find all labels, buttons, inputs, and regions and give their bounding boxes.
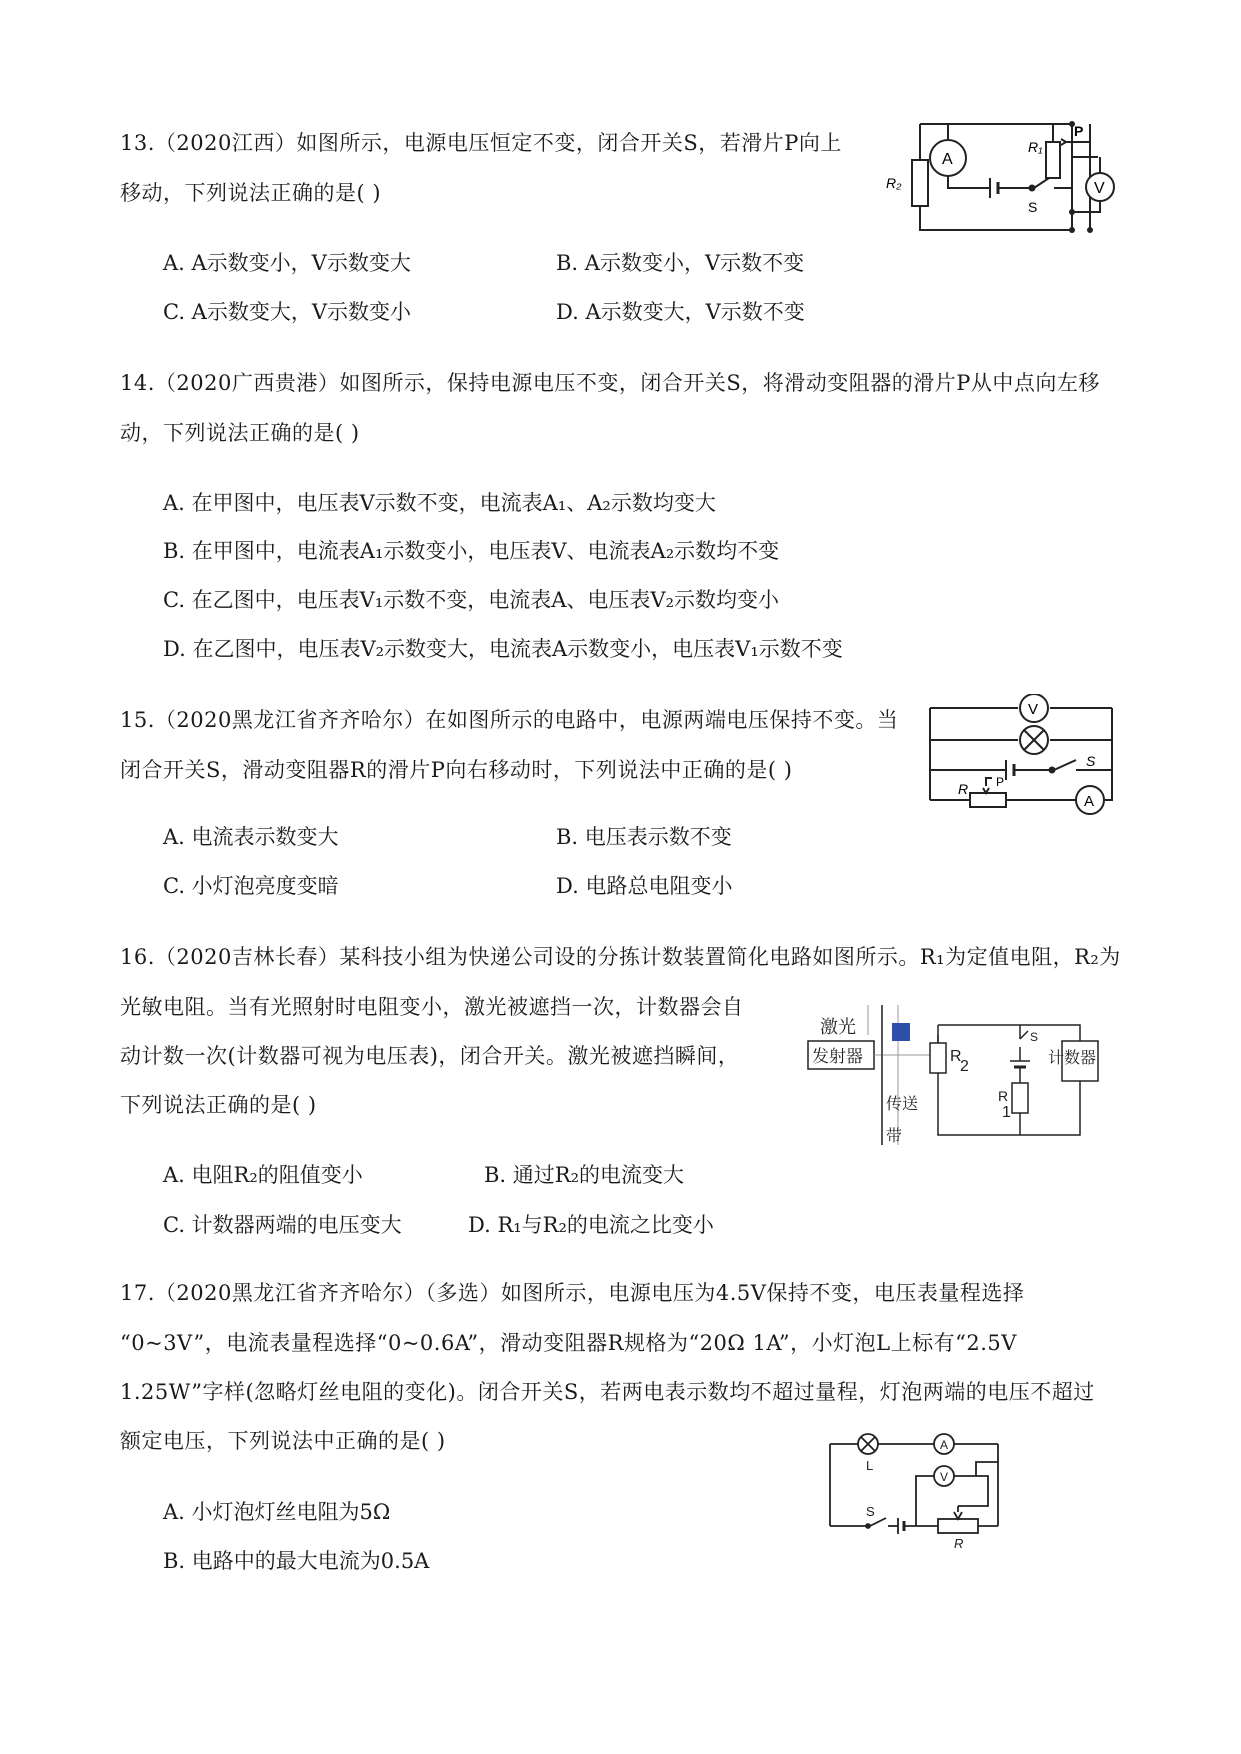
lamp-l-label: L (866, 1458, 874, 1473)
q15-line2: 闭合开关S，滑动变阻器R的滑片P向右移动时，下列说法中正确的是( ) (120, 758, 793, 782)
switch-s-label: S (1028, 199, 1038, 215)
q16-line2: 光敏电阻。当有光照射时电阻变小，激光被遮挡一次，计数器会自 (120, 995, 744, 1019)
q17-line3: 1.25W”字样(忽略灯丝电阻的变化)。闭合开关S，若两电表示数均不超过量程，灯泡两端的电压不超过 (120, 1380, 1095, 1404)
r2-subscript: 2 (960, 1058, 969, 1075)
q17-line4: 额定电压，下列说法中正确的是( ) (120, 1429, 446, 1453)
q17-circuit-figure (826, 1428, 1016, 1548)
voltmeter-icon: V (940, 1470, 949, 1484)
switch-s-label: S (1086, 753, 1096, 769)
q14-line1: 14.（2020广西贵港）如图所示，保持电源电压不变，闭合开关S，将滑动变阻器的滑片P从中点向左移 (120, 371, 1100, 395)
q16-line4: 下列说法正确的是( ) (120, 1093, 317, 1117)
q16-option-d[interactable]: D. R₁与R₂的电流之比变小 (468, 1213, 714, 1237)
q14-option-c[interactable]: C. 在乙图中，电压表V₁示数不变，电流表A、电压表V₂示数均变小 (163, 588, 780, 612)
q15-circuit-figure (926, 694, 1122, 818)
q16-option-c[interactable]: C. 计数器两端的电压变大 (163, 1213, 402, 1237)
r2-label: R (950, 1048, 962, 1065)
r1-label: R₁ (1028, 139, 1043, 155)
r2-label: R₂ (886, 175, 902, 191)
q15-option-c[interactable]: C. 小灯泡亮度变暗 (163, 874, 339, 898)
r-label: R (958, 781, 969, 797)
q13-option-c[interactable]: C. A示数变大，V示数变小 (163, 300, 412, 324)
q16-circuit-figure (800, 1005, 1110, 1155)
voltmeter-icon: V (1028, 701, 1039, 718)
belt-label-2: 带 (886, 1128, 903, 1145)
q16-option-b[interactable]: B. 通过R₂的电流变大 (484, 1163, 685, 1187)
slider-p-label: P (1074, 123, 1084, 139)
q17-line2: “0~3V”，电流表量程选择“0~0.6A”，滑动变阻器R规格为“20Ω 1A”，小灯泡L上标有“2.5V (120, 1331, 1017, 1355)
counter-label: 计数器 (1048, 1050, 1097, 1067)
q14-option-a[interactable]: A. 在甲图中，电压表V示数不变，电流表A₁、A₂示数均变大 (163, 491, 716, 515)
q15-option-b[interactable]: B. 电压表示数不变 (556, 825, 732, 849)
ammeter-icon: A (940, 1438, 949, 1452)
q13-option-b[interactable]: B. A示数变小，V示数不变 (556, 251, 805, 275)
q15-option-a[interactable]: A. 电流表示数变大 (163, 825, 339, 849)
q13-line1: 13.（2020江西）如图所示，电源电压恒定不变，闭合开关S，若滑片P向上 (120, 131, 842, 155)
q14-option-d[interactable]: D. 在乙图中，电压表V₂示数变大，电流表A示数变小，电压表V₁示数不变 (163, 637, 843, 661)
q13-option-d[interactable]: D. A示数变大，V示数不变 (556, 300, 805, 324)
q13-line2: 移动，下列说法正确的是( ) (120, 181, 382, 205)
slider-p-label: P (996, 775, 1005, 789)
q17-line1: 17.（2020黑龙江省齐齐哈尔）（多选）如图所示，电源电压为4.5V保持不变，电压表量程选择 (120, 1281, 1025, 1305)
switch-s-label: S (866, 1504, 875, 1519)
q17-option-b[interactable]: B. 电路中的最大电流为0.5A (163, 1549, 430, 1573)
switch-s-label: S (1030, 1030, 1039, 1044)
ammeter-icon: A (1084, 793, 1095, 810)
q17-option-a[interactable]: A. 小灯泡灯丝电阻为5Ω (163, 1500, 391, 1524)
q13-option-a[interactable]: A. A示数变小，V示数变大 (163, 251, 411, 275)
q13-circuit-figure (880, 112, 1120, 242)
laser-label-top: 激光 (820, 1017, 856, 1037)
ammeter-icon: A (942, 151, 953, 168)
q15-option-d[interactable]: D. 电路总电阻变小 (556, 874, 733, 898)
rheostat-r-label: R (954, 1536, 964, 1548)
q16-line1: 16.（2020吉林长春）某科技小组为快递公司设的分拣计数装置简化电路如图所示。R₁为定值电阻，R₂为 (120, 945, 1121, 969)
q14-line2: 动，下列说法正确的是( ) (120, 421, 360, 445)
q15-line1: 15.（2020黑龙江省齐齐哈尔）在如图所示的电路中，电源两端电压保持不变。当 (120, 708, 899, 732)
q16-line3: 动计数一次(计数器可视为电压表)，闭合开关。激光被遮挡瞬间， (120, 1044, 740, 1068)
r1-subscript: 1 (1002, 1104, 1011, 1121)
belt-label-1: 传送 (886, 1096, 919, 1113)
laser-label-bottom: 发射器 (812, 1047, 863, 1066)
q16-option-a[interactable]: A. 电阻R₂的阻值变小 (163, 1163, 363, 1187)
q14-option-b[interactable]: B. 在甲图中，电流表A₁示数变小，电压表V、电流表A₂示数均不变 (163, 539, 780, 563)
r1-label: R (998, 1088, 1009, 1104)
voltmeter-icon: V (1094, 180, 1105, 197)
